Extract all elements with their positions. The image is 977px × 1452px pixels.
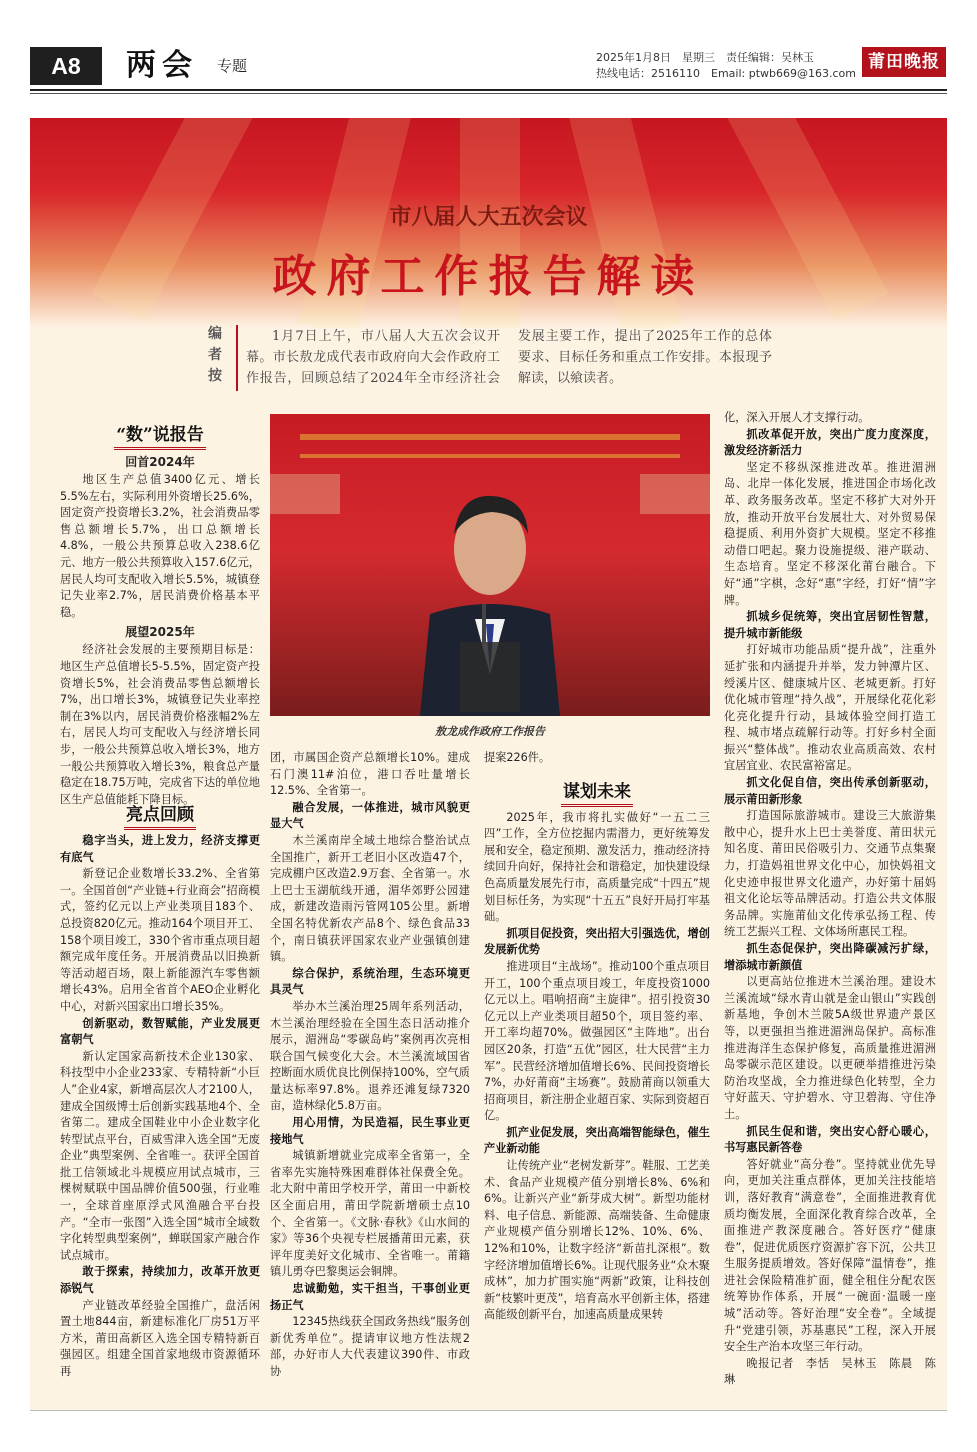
lead-paragraph: 融合发展，一体推进，城市风貌更显大气 bbox=[270, 800, 470, 831]
speaker-photo-illustration bbox=[270, 414, 710, 716]
lead-paragraph: 抓改革促开放，突出广度力度深度，激发经济新活力 bbox=[724, 427, 936, 458]
paragraph: 新认定国家高新技术企业130家、科技型中小企业233家、专精特新“小巨人”企业4家，新增高层次人才2100人，建成全国级博士后创新实践基地4个、全省第二。建成全国鞋业中小企业数字化转型试点平台，百威雪津入选全国“无废企业”典型案例、全省唯一。获评全国首批工信领域北斗规模应用试点城市，三棵树赋联中国品牌价值500强，行业唯一，全球首座原浮式风渔融合平台投产。“全市一张图”入选全国“城市全域数字化转型典型案例”，蝉联国家产融合作试点城市。 bbox=[60, 1049, 260, 1262]
paragraph: 举办木兰溪治理25周年系列活动，木兰溪治理经验在全国生态日活动推介展示，湄洲岛“零碳岛屿”案例再次亮相联合国气候变化大会。木兰溪流域国省控断面水质优良比例保持100%，空气质量达标率97.8%。退养还滩复绿7320亩，造林绿化5.8万亩。 bbox=[270, 999, 470, 1113]
section-subtitle: 专题 bbox=[217, 57, 248, 75]
speaker-photo bbox=[270, 414, 710, 716]
lead-paragraph: 稳字当头，进上发力，经济支撑更有底气 bbox=[60, 834, 260, 864]
paragraph: 2025年，我市将扎实做好“一五二三四”工作，全方位挖掘内需潜力，更好统筹发展和安全，稳定预期、激发活力，推动经济持续回升向好，保持社会和谐稳定，加快建设绿色高质量发展先行市，高质量完成“十四五”规划目标任务，为实现“十五五”良好开局打牢基础。 bbox=[484, 810, 710, 924]
editor-note-text: 1月7日上午，市八届人大五次会议开幕。市长敖龙成代表市政府向大会作政府工作报告，回顾总结了2024年全市经济社会发展主要工作，提出了2025年工作的总体要求、目标任务和重点工作安排。本报现予解读，以飨读者。 bbox=[246, 329, 772, 386]
paragraph: 产业链改革经验全国推广，盘活闲置土地844亩，新建标准化厂房51万平方米，莆田高新区入选全国专精特新百强园区。组建全国首家地级市资源循环再 bbox=[60, 1298, 260, 1378]
column-highlights bbox=[60, 790, 260, 1381]
paragraph: 团，市属国企资产总额增长10%。建成石门澳11#泊位，港口吞吐量增长12.5%、全省第一。 bbox=[270, 751, 470, 798]
paragraph: 木兰溪南岸全域土地综合整治试点全国推广，新开工老旧小区改造47个，完成棚户区改造2.9万套、全省第一。水上巴士玉湖航线开通，湄华郊野公园建成，新建改造雨污管网105公里。新增全国名特优新农产品8个、绿色食品33个，南日镇获评国家农业产业强镇创建镇。 bbox=[270, 833, 470, 964]
date-editor-line: 2025年1月8日 星期三 责任编辑：吴林玉 bbox=[596, 51, 814, 64]
paragraph: 经济社会发展的主要预期目标是：地区生产总值增长5-5.5%，固定资产投资增长5%，社会消费品零售总额增长7%，出口增长3%，城镇登记失业率控制在3%以内，居民消费价格涨幅2%左右，居民人均可支配收入与经济增长同步，一般公共预算总收入增长3%，地方一般公共预算收入增长3%，粮食总产量稳定在18.75万吨，完成省下达的单位地区生产总值能耗下降目标。 bbox=[60, 643, 260, 806]
page-number: A8 bbox=[30, 47, 102, 85]
section-heading: “数”说报告 bbox=[60, 420, 260, 445]
subheading: 回首2024年 bbox=[125, 455, 195, 469]
lead-paragraph: 忠诚勤勉，实干担当，干事创业更扬正气 bbox=[270, 1282, 470, 1312]
newspaper-logo: 莆田晚报 bbox=[862, 47, 946, 77]
lead-paragraph: 抓城乡促统筹，突出宜居韧性智慧，提升城市新能级 bbox=[724, 610, 936, 640]
column-numbers-report bbox=[60, 410, 260, 808]
lead-paragraph: 抓民生促和谐，突出安心舒心暖心，书写惠民新答卷 bbox=[724, 1124, 936, 1155]
paragraph: 化，深入开展人才支撑行动。 bbox=[724, 411, 870, 424]
paragraph: 12345热线获全国政务热线“服务创新优秀单位”。提请审议地方性法规2部，办好市人大代表建议390件、市政协 bbox=[270, 1315, 470, 1378]
paragraph: 新登记企业数增长33.2%、全省第一。全国首创“产业链+行业商会”招商模式，签约亿元以上产业类项目183个、总投资820亿元。推动164个项目开工、158个项目竣工，330个省市重点项目超额完成年度任务。开展消费品以旧换新等活动超百场，限上新能源汽车零售额增长43%。启用全省首个AEO企业孵化中心，对新兴国家出口增长35%。 bbox=[60, 867, 260, 1013]
paragraph: 推进项目“主战场”。推动100个重点项目开工，100个重点项目竣工，年度投资1000亿元以上。唱响招商“主旋律”。招引投资30亿元以上产业类项目超50个，项目签约率、开工率均超70%。做强园区“主阵地”。出台园区20条，打造“五优”园区，壮大民营“主力军”。民营经济增加值增长6%、民间投资增长7%，办好莆商“主场赛”。鼓励莆商以领重大招商项目，新注册企业超百家、实际到资超百亿。 bbox=[484, 959, 710, 1123]
paragraph: 城镇新增就业完成率全省第一，全省率先实施特殊困难群体社保费全免。北大附中莆田学校开学，莆田一中新校区全面启用，莆田学院新增硕士点10个、全省第一。《文脉·春秋》《山水间的家》等36个央视专栏展播莆田元素，获评年度美好文化城市、全省唯一。莆籍镇儿勇夺巴黎奥运会铜牌。 bbox=[270, 1149, 470, 1279]
paragraph: 打造国际旅游城市。建设三大旅游集散中心，提升水上巴士美誉度、莆田状元知名度、莆田民俗吸引力、交通节点集聚力，打造妈祖世界文化中心，加快妈祖文化史迹申报世界文化遗产，办好第十届妈祖文化论坛等品牌活动。打造公共文体服务品牌。实施莆仙文化传承弘扬工程、传统工艺振兴工程、文体场所惠民工程。 bbox=[724, 809, 936, 939]
banner-kicker: 市八届人大五次会议 bbox=[389, 204, 588, 230]
paragraph: 以更高站位推进木兰溪治理。建设木兰溪流域“绿水青山就是金山银山”实践创新基地，争创木兰陂5A级世界遗产景区等，以更强担当推进湄洲岛保护。高标准推进海洋生态保护修复，高质量推进湄洲岛零碳示范区建设。以更硬举措推进污染防治攻坚战，全力推进绿色化转型，全力守好蓝天、守护碧水、守卫碧海、守住净土。 bbox=[724, 975, 936, 1121]
photo-caption: 敖龙成作政府工作报告 bbox=[435, 725, 545, 738]
header-rule-thin bbox=[30, 93, 947, 94]
lead-paragraph: 创新驱动，数智赋能，产业发展更富朝气 bbox=[60, 1016, 260, 1047]
lead-paragraph: 综合保护，系统治理，生态环境更具灵气 bbox=[270, 966, 470, 997]
lead-paragraph: 抓文化促自信，突出传承创新驱动，展示莆田新形象 bbox=[724, 776, 936, 806]
section-heading: 谋划未来 bbox=[484, 777, 710, 802]
contact-line: 热线电话：2516110 Email: ptwb669@163.com bbox=[596, 67, 856, 80]
column-future-plan-cont bbox=[724, 410, 936, 1389]
editor-note-label: 编者按 bbox=[208, 326, 222, 384]
subheading: 展望2025年 bbox=[125, 625, 195, 640]
paragraph: 打好城市功能品质“提升战”，注重外延扩张和内涵提升并举，发力钟潭片区、绶溪片区、健康城片区、老城更新。打好优化城市管理“持久战”，开展绿化花化彩化亮化提升行动，县域体验空间打造工程、城市堵点疏解行动等。打好乡村全面振兴“整体战”。推动农业高质高效、农村宜居宜业、农民富裕富足。 bbox=[724, 643, 936, 773]
paragraph: 坚定不移纵深推进改革。推进湄洲岛、北岸一体化发展，推进国企市场化改革、政务服务改革。坚定不移扩大对外开放，推动开放平台发展壮大、对外贸易保稳提质、利用外资扩大规模。坚定不移推动借口吧起。聚力设施提级、港产联动、生态培育。坚定不移深化莆台融合。下好“通”字棋，念好“惠”字经，打好“情”字牌。 bbox=[724, 460, 936, 607]
paragraph: 提案226件。 bbox=[484, 751, 551, 764]
column-future-plan bbox=[484, 750, 710, 1324]
column-highlights-cont bbox=[270, 750, 470, 1381]
paragraph: 让传统产业“老树发新芽”。鞋服、工艺美术、食品产业规模产值分别增长8%、6%和6%。让新兴产业“新芽成大树”。新型功能材料、电子信息、新能源、高端装备、生命健康产业规模产值分别增长12%、10%、6%、12%和10%，让数字经济“新苗扎深根”。数字经济增加值增长6%。让现代服务业“众木聚成林”，加力扩围实施“两新”政策，让科技创新“枝繁叶更茂”，培育高水平创新主体，搭建高能级创新平台，加速高质量成果转 bbox=[484, 1159, 710, 1322]
byline: 晚报记者 李恬 吴林玉 陈晨 陈琳 bbox=[724, 1356, 936, 1387]
lead-paragraph: 用心用情，为民造福，民生事业更接地气 bbox=[270, 1116, 470, 1146]
section-heading: 亮点回顾 bbox=[60, 800, 260, 825]
footer-rule bbox=[30, 1410, 947, 1411]
editor-note-bar bbox=[236, 325, 238, 391]
lead-paragraph: 抓项目促投资，突出招大引强选优，增创发展新优势 bbox=[484, 926, 710, 957]
paragraph: 地区生产总值3400亿元、增长5.5%左右，实际利用外资增长25.6%，固定资产投资增长3.2%，社会消费品零售总额增长5.7%，出口总额增长4.8%，一般公共预算总收入238.6亿元、地方一般公共预算收入157.6亿元，居民人均可支配收入增长5.5%，城镇登记失业率2.7%，居民消费价格基本平稳。 bbox=[60, 473, 260, 619]
banner-headline: 政府工作报告解读 bbox=[272, 251, 705, 302]
lead-paragraph: 抓生态促保护，突出降碳减污扩绿，增添城市新颜值 bbox=[724, 942, 936, 972]
header-rule bbox=[30, 89, 947, 91]
lead-paragraph: 抓产业促发展，突出高端智能绿色，催生产业新动能 bbox=[484, 1125, 710, 1156]
lead-paragraph: 敢于探索，持续加力，改革开放更添锐气 bbox=[60, 1265, 260, 1296]
paragraph: 答好就业“高分卷”。坚持就业优先导向，更加关注重点群体，更加关注技能培训，落好教育“满意卷”，全面推进教育优质均衡发展，全面深化教育综合改革，全面推进产教深度融合。答好医疗“健康卷”，促进优质医疗资源扩容下沉，公共卫生服务提质增效。答好保障“温情卷”，推进社会保险精准扩面，健全租住分配农医统筹协作体系，开展“一碗面·温暖一座城”活动等。答好治理“安全卷”。全域提升“党建引领，苏基惠民”工程，深入开展安全生产治本攻坚三年行动。 bbox=[724, 1157, 936, 1354]
section-title: 两会 bbox=[126, 48, 198, 83]
